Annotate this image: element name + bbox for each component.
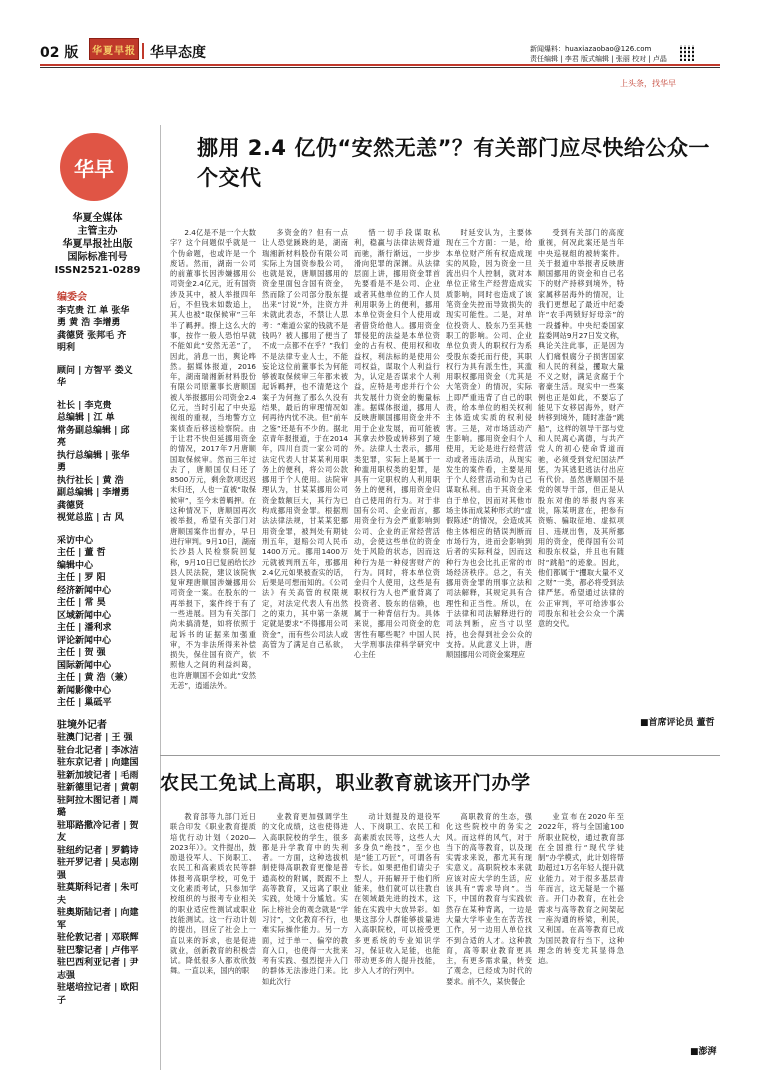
editor-line: 责任编辑 | 李君 版式编辑 | 张丽 校对 | 卢晶: [530, 55, 667, 63]
board-member-line: 龚德贤 张邦毛 齐: [57, 330, 127, 341]
staff-line: 执行总编辑 | 张华: [57, 450, 130, 461]
staff-line: 志强: [57, 970, 76, 981]
masthead: [40, 212, 155, 277]
staff-line: 夫: [57, 895, 67, 906]
staff-line: 驻开罗记者 | 吴志刚: [57, 858, 139, 868]
article-divider: [160, 755, 720, 756]
header-rule-thin: [40, 67, 720, 68]
staff-line: 主任 | 罗 阳: [57, 573, 106, 583]
staff-line: 驻台北记者 | 李冰洁: [57, 745, 139, 756]
staff-line: 国际新闻中心: [57, 660, 112, 671]
staff-line: 评论新闻中心: [57, 635, 112, 646]
staff-line: 主任 | 常 昊: [57, 598, 106, 608]
masthead-line2: 主管主办: [77, 226, 118, 237]
page-number: 02 版: [40, 45, 79, 61]
staff-line: 执行社长 | 黄 浩: [57, 475, 124, 486]
masthead-line3: 华夏早报社出版: [62, 239, 133, 250]
staff-line: 经济新闻中心: [57, 585, 112, 596]
article1-col2: [262, 228, 348, 748]
staff-line: 副总编辑 | 李增勇: [57, 488, 130, 498]
staff-line: 驻纽约记者 | 罗鹤诗: [57, 845, 139, 856]
staff-line: 驻耶路撒冷记者 | 贺: [57, 820, 139, 831]
article1-col4-text: 时延安认为，主要体现在三个方面：一是，给本单位财产所有权造成现实的风险，因为资金一旦流出归个人控制，就对本单位正常生产经营造成实质影响，同时也造成了该笔资金失控而导致损失的现实可能性。二是，对单位投资人、股东乃至其他职工的影响。公司、企业单位负责人的职权行为系受股东委托而行使，其职权行为具有派生性，其滥用职权挪用资金（尤其是大笔资金）的情况，实际上即严重违背了自己的职责，给本单位的相关权利主体造成实质的权利侵害。三是，对市场活动产生影响。挪用资金归个人使用，无论是进行经营活动或者违法活动，从现实发生的案件看，主要是用于个人经营活动和为自己谋取私利。由于其资金来自于单位，因而对其他市场主体而成某种形式的“虚假陈述”的情况，会造成其他主体相应的错误判断而市场行为，进而会影响到后者的实际利益，因而这种行为也会比扎正常的市场经济秩序。总之，有关挪用资金罪的刑事立法和司法解释，其规定具有合理性和正当性。所以，在于法律和司法解释进行的司法判断，应当寸以坚持，也会得到社会公众的支持。从此意义上讲，唐顺国挪用公司资金案理应: [446, 228, 532, 660]
staff-line: 璐: [57, 808, 67, 818]
staff-line: 主任 | 巢砥平: [57, 698, 112, 708]
staff-line: 子: [57, 995, 67, 1006]
advisor-line: 顾问 | 方智平 娄义: [57, 365, 133, 376]
contact-info: [530, 44, 667, 64]
article2-col5: [538, 812, 624, 1032]
staff-line: 驻堪培拉记者 | 欧阳: [57, 983, 139, 993]
article1-col2-text: 多资金的？但有一点让人恐觉蹊跷的是，湖南瑞湘新材料股份有限公司实际上为国资参股公司，也就是说，唐顺国挪用的资金里面包含国有资金，然而除了公司部分股东提出来“讨说”外，注资方并未就此表态，不禁让人思考：“难道公家的钱就不是钱吗？被人挪用了便当了不成一点都不在乎？”我们不是法律专业人士，不能妄论这位前董事长为何能够被取保候审三年都未被起诉羁押，也不清楚这个案子为何拖了那么久没有结果，最后的审理情况如何再待内忧不决。但“前车之鉴”还是有不少的。据北京青年报报道，于在2014年，四川自贡一家公司的法定代表人甘某某利用职务上的便利，将公司公款挪用于个人使用。法院审理认为，甘某某挪用公司资金数额巨大，其行为已构成挪用资金罪。根据刑法法律法规，甘某某犯挪用资金罪，被判处有期徒刑五年，退赔公司人民币1400万元。挪用1400万元就被判刑五年，那挪用2.4亿元如果被查实的话，后果是可想而知的。《公司法》有关高管的权限规定，对法定代表人有出然之的束力，其中第一条规定就是要求“不得挪用公司资金”，而有些公司法人或高管为了满足自己私欲，不: [262, 228, 348, 660]
staff-line: 常务副总编辑 | 邱: [57, 425, 130, 436]
staff-line: 社长 | 李克贵: [57, 400, 112, 411]
article1-byline: ■首席评论员 董哲: [640, 718, 715, 728]
article1-col1-text: 2.4亿是不是一个大数字？这个问题似乎就是一个伪命题，也或许是一个废话。然而，湖南一公司的前董事长因涉嫌挪用公司资金2.4亿元，近有国资涉及其中，被人举报四年后，不但钱未如数追上，其人也被“取保候审”三年半了羁押。擦上这么大的事，按作一般人恐怕早就不能如此“安然无恙”了，因此，消息一出，舆论哗然。据媒体报道，2016年，湖南瑞湘新材料股份有限公司原董事长唐顺国被人举报挪用公司资金2.4亿元，当时引起了中央巡视组的重视，当地警方立案侦查后移送检察院。由于让君不快但延挪用资金的情况，2017年7月唐顺国取保候审。然而三年过去了，唐顺国仅归还了8500万元，剩余款项迟迟未归还，人也一直被“取保候审”，至今未曾羁押。在这种情况下，唐顺国再次被举报，希望有关部门对唐顺国案作出督办，早日进行审判。9月10日，湖南长沙县人民检察院回复称，9月10日已复函给长沙县人民法院，建议该院恢复审理唐顺国涉嫌挪用公司资金一案。在股东的一再举报下，案件终于有了一些进展。回为有关部门尚未搞清楚，如将依照于起诉书的证据来加强重审，不为非法所得来补偿损失，保住国有资产，依照他人之间的利益纠葛，也许唐顺国不会如此“安然无恙”，逍遥法外。: [170, 228, 256, 691]
staff-line: 区域新闻中心: [57, 610, 112, 621]
header-rule: [40, 64, 720, 66]
staff-line: 驻阿拉木图记者 | 周: [57, 795, 139, 806]
article1-col5: [538, 228, 624, 698]
staff-line: 主任 | 潘利求: [57, 623, 112, 633]
staff-line: 新闻影像中心: [57, 685, 112, 696]
staff-line: 主任 | 贺 强: [57, 648, 106, 658]
staff-line: 勇: [57, 463, 67, 473]
header-separator: [142, 43, 144, 59]
article1-col5-text: 受到有关部门的高度重视，何况此案还是当年中央巡视组的被转案件。关于报道中举报者反映唐顺国挪用的资金和自己名下的财产持移到境外，特家属移居海外的情况，让我们更想起了最近中纪委许“农手两锁好好母亲”的一段播种。中央纪委国家监委网站9月27日发文称，典论关注此事，正是因为人们痛恨腐分子损害国家和人民的利益，攫取大量不义之财，满足贪腐于个奢豪生活。现实中一些案例也正是如此，不要忘了能见下女移居海外，财产转移到境外，随时准备“跳船”，这样的领导干部与党和人民离心离德，与共产党人的初心使命背道而驰，必须受到党纪国法严惩，为其逃犯逃法付出应有代价。虽然唐顺国不是党的领导干部，但正是从股东对他的举报内容来说，陈某明意在，把参有资贿、骗取征地、虚拟项目、违规出售，及其所挪用的资金，使得国有公司和股东权益，并且也有随时“跳船”的迹象。因此，他们都属于“攫取大量不义之财”一类，都必将受到法律严惩。希望通过法律的公正审判，平可给涉事公司股东和社会公众一个满意的交代。: [538, 228, 624, 629]
staff-line: 驻澳门记者 | 王 强: [57, 733, 133, 743]
stations-title: 驻境外记者: [57, 719, 107, 731]
article2-col2: [262, 812, 348, 1062]
staff-line: 驻莫斯科记者 | 朱可: [57, 883, 139, 893]
masthead-line5: ISSN2521-0289: [54, 265, 141, 276]
editorial-board-title: 编委会: [57, 292, 87, 303]
board-member-line: 明利: [57, 343, 76, 353]
masthead-line4: 国际标准刊号: [67, 252, 128, 263]
staff-line: 驻伦敦记者 | 邓联辉: [57, 933, 139, 943]
article2-title: 农民工免试上高职，职业教育就该开门办学: [160, 772, 531, 794]
article2-col2-text: 业教育更加强调学生的文化成绩，这也使得进入高职院校的学生，很多都是升学教育中的失利者。一方面，这种选拔机制使得高职教育更像是普通高校的附属，既跟不上高等教育，又远离了职业实践，处境十分尴尬。实际上榜社会的观念就是“学习讨”，文化教育不行，也难实际操作能力。另一方面，过于单一、偏窄的教育入口，也使得一大批来考有实践、强烈提升入门的群体无法渗进门来。比如此次行: [262, 812, 348, 986]
staff-line: 总编辑 | 江 单: [57, 413, 115, 423]
article1-col4: [446, 228, 532, 748]
staff-line: 主任 | 黄 浩（兼）: [57, 673, 133, 683]
board-member-line: 李克贵 江 单 张华: [57, 305, 130, 316]
article2-col3-text: 动计划提及的退役军人、下岗职工、农民工和高素质农民等，这些人大多身负“绝技”，至少也是“能工巧匠”，可谓各有专长。如果把他们请尖子型人，开拓解开于他们所能来，他们就可以往教自在领域最先进的技术，这能在实践中大放异彩。如果这部分人群能够拔量进入高职院校，可以接受更多更系统的专业知识学习，保证收入足能，也能带动更多的人提升技能，步入人才的行列中。: [354, 812, 440, 976]
staff-line: 驻奥斯陆记者 | 向建: [57, 908, 139, 918]
page-header: [0, 0, 766, 88]
staff-line: 龚德贤: [57, 500, 85, 511]
article2-col3: [354, 812, 440, 1062]
emblem-icon: 华早: [60, 133, 128, 201]
article1-col1: [170, 228, 256, 748]
masthead-line1: 华夏全媒体: [72, 213, 123, 224]
section-name: 华早态度: [150, 45, 206, 61]
article2-col4: [446, 812, 532, 1062]
sidebar-divider: [160, 125, 161, 1070]
staff-line: 亮: [57, 438, 67, 448]
article1-col3-text: 惜一切手段谋取私利，稳赢与法律法规背道而驰，渐行渐远，一步步滑向犯罪的深渊。从法律层面上讲，挪用资金罪首先要看是不是公司、企业或者其他单位的工作人员利用职务上的便利，挪用本单位资金归个人使用或者借贷给他人。挪用资金罪侵犯的法益是本单位资金的占有权、使用权和收益权，利法标的是使用公司权益，谋取个人利益行为，认定是否谋求个人利益，应特是考虑并行个公共发展什力资金的衡量标准。据媒体报道，挪用人反映唐顺国挪用资金并不用于企业发展，而可能被其拿去炒股或转移到了境外。法律人士表示，挪用类犯罪，实际上是属于一种滥用职权类的犯罪，是具有一定职权的人利用职务上的便利，挪用资金归自己使用的行为。对于非国有公司、企业而言，挪用资金行为会严重影响到公司、企业的正常经营活动，会使这些单位的资金处于风险的状态，因而这种行为是一种侵害财产的行为。同时，将本单位资金归个人使用，这些是有职权行为人也严重背离了投资者、股东的信赖，也属于一种背信行为。具体来说，挪用公司资金的危害性有哪些呢？中国人民大学刑事法律科学研究中心主任: [354, 228, 440, 660]
article1-title: 挪用 2.4 亿仍“安然无恙”？有关部门应尽快给公众一个交代: [197, 136, 710, 190]
board-member-line: 勇 黄 浩 李增勇: [57, 318, 121, 328]
staff-line: 强: [57, 870, 67, 881]
staff-line: 驻巴黎记者 | 卢伟平: [57, 945, 139, 956]
staff-list: [57, 292, 172, 1017]
staff-line: 友: [57, 833, 67, 843]
staff-line: 编辑中心: [57, 560, 94, 571]
article2-col1-text: 教育部等九部门近日联合印发《职业教育提质培优行动计划（2020—2023年）》。文件提出，鼓励退役军人、下岗职工、农民工和高素质农民等群体报考高职学校，可免于文化素质考试，只参加学校组织的与报考专业相关的职业适应性测试或职业技能测试。这一行动计划的提出，回应了社会上一直以来的诉求，也是促进就业，创新教育的积极尝试。降低很多人都欢欣鼓舞。一直以来，国内的职: [170, 812, 256, 976]
article2-col4-text: 高职教育的生态，强化这些院校中的务实之风。而这样的风气，对于当下的高等教育，以及现实需求来说，都尤其有现实意义。高职院校本来就应该对应大学的生活，应该具有“需求导向”。当下，中国的教育与实践依然存在某种背离，一边是大量大学毕业生在苦苦找工作，另一边用人单位找不到合适的人才。这种教育，高等职业教育更具主，有更多需求量，转变了观念，已经成为时代的要求。前不久，某快餐企: [446, 812, 532, 986]
slogan: 上头条，找华早: [620, 79, 676, 88]
newspaper-logo: 华夏早报: [89, 38, 139, 60]
staff-line: 主任 | 董 哲: [57, 548, 106, 558]
staff-line: 军: [57, 920, 67, 931]
qr-code-overlay: [680, 45, 696, 61]
article2-col1: [170, 812, 256, 1062]
staff-line: 驻新德里记者 | 黄朝: [57, 783, 139, 793]
article1-col3: [354, 228, 440, 748]
advisor-line: 华: [57, 378, 67, 388]
staff-line: 视觉总监 | 古 风: [57, 513, 124, 523]
article2-col5-text: 业宣布在2020年至2022年，将与全国逾100所职业院校，通过教育部在全国推行“现代学徒制”办学模式，此计划将帮助超过1万名年轻人提升就业能力。对于很多基层青年而言，这无疑是一个福音。开门办教育，在社会需求与高等教育之间架起一座沟通的桥梁，利民，又利国。在高等教育已成为国民教育行当下，这种理念的转变尤其显得急迫。: [538, 812, 624, 966]
article2-byline: ■澎湃: [690, 1047, 717, 1057]
staff-line: 驻巴西利亚记者 | 尹: [57, 958, 139, 968]
staff-line: 采访中心: [57, 535, 94, 546]
staff-line: 驻东京记者 | 向建国: [57, 758, 139, 768]
tip-line: 新闻爆料：huaxiazaobao@126.com: [530, 45, 652, 53]
staff-line: 驻新加坡记者 | 毛雨: [57, 770, 139, 781]
